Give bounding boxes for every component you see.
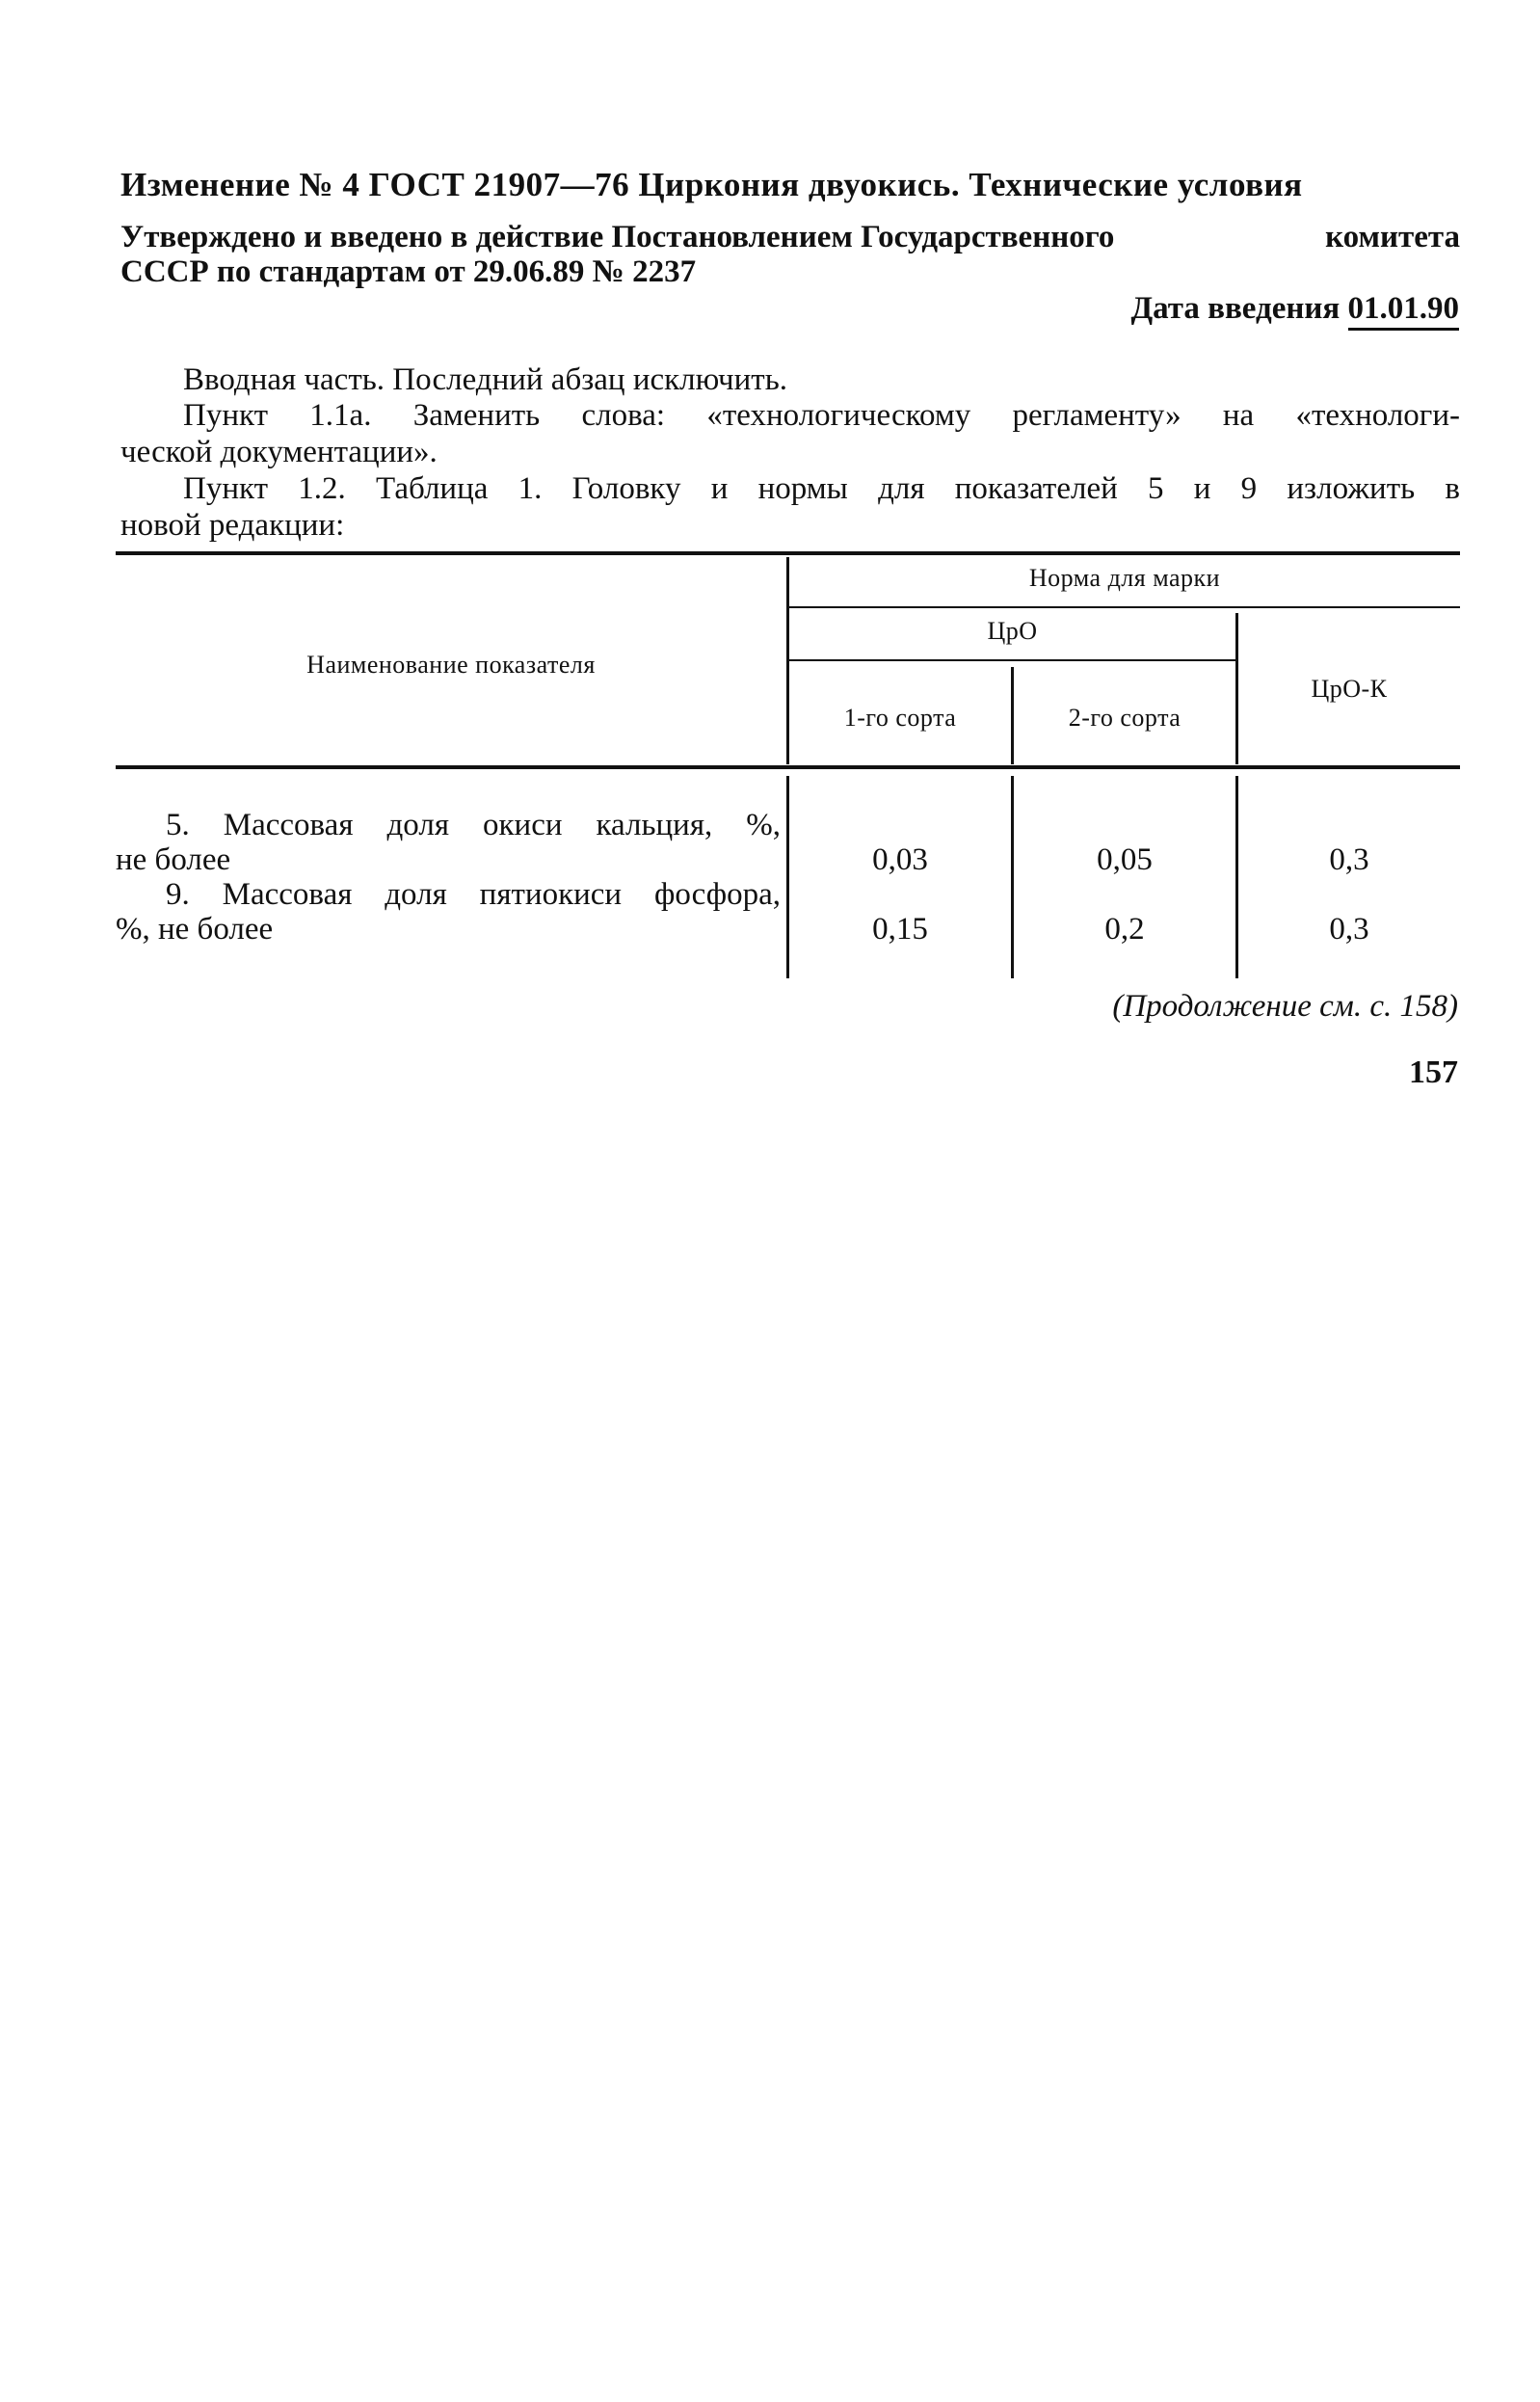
row-5-grade-1: 0,03 (872, 842, 928, 877)
header-zro-k: ЦрО-К (1311, 675, 1388, 703)
paragraph-item-1-2: Пункт 1.2. Таблица 1. Головку и нормы для показателей 5 и 9 изложить в (183, 471, 1460, 506)
approval-line-1-left: Утверждено и введено в действие Постановлением Государственного (120, 220, 1115, 254)
table-rule-under-zro (788, 659, 1237, 661)
paragraph-item-1-1a-cont: ческой документации». (120, 435, 438, 469)
header-zro: ЦрО (987, 617, 1038, 645)
page-number: 157 (1409, 1054, 1458, 1090)
paragraph-intro: Вводная часть. Последний абзац исключить. (183, 362, 788, 397)
row-9-zro-k: 0,3 (1329, 912, 1369, 947)
row-9-name-line2: %, не более (116, 912, 274, 947)
header-grade-2: 2-го сорта (1068, 704, 1182, 732)
row-5-name-line2: не более (116, 842, 231, 877)
row-9-name-line1: 9. Массовая доля пятиокиси фосфора, (166, 877, 781, 912)
table-top-rule (116, 551, 1460, 555)
row-5-grade-2: 0,05 (1097, 842, 1153, 877)
document-title: Изменение № 4 ГОСТ 21907—76 Циркония двуокись. Технические условия (120, 166, 1303, 203)
paragraph-item-1-2-cont: новой редакции: (120, 508, 345, 543)
header-grade-1: 1-го сорта (843, 704, 957, 732)
row-9-grade-2: 0,2 (1104, 912, 1145, 947)
continuation-note: (Продолжение см. с. 158) (1112, 989, 1458, 1024)
row-5-zro-k: 0,3 (1329, 842, 1369, 877)
paragraph-item-1-1a: Пункт 1.1а. Заменить слова: «технологическому регламенту» на «технологи- (183, 398, 1460, 433)
approval-line-1 (120, 220, 1460, 255)
header-indicator: Наименование показателя (306, 651, 596, 679)
approval-line-2: СССР по стандартам от 29.06.89 № 2237 (120, 254, 697, 289)
effective-date-label: Дата введения (1130, 291, 1341, 326)
effective-date-value: 01.01.90 (1348, 291, 1460, 331)
row-5-name-line1: 5. Массовая доля окиси кальция, %, (166, 808, 781, 842)
table-header-rule (116, 765, 1460, 769)
row-9-grade-1: 0,15 (872, 912, 928, 947)
header-norm-for-grade: Норма для марки (1028, 564, 1221, 592)
table-rule-under-norm (788, 606, 1460, 608)
approval-line-1-right: комитета (1325, 220, 1460, 254)
effective-date (1130, 291, 1459, 327)
